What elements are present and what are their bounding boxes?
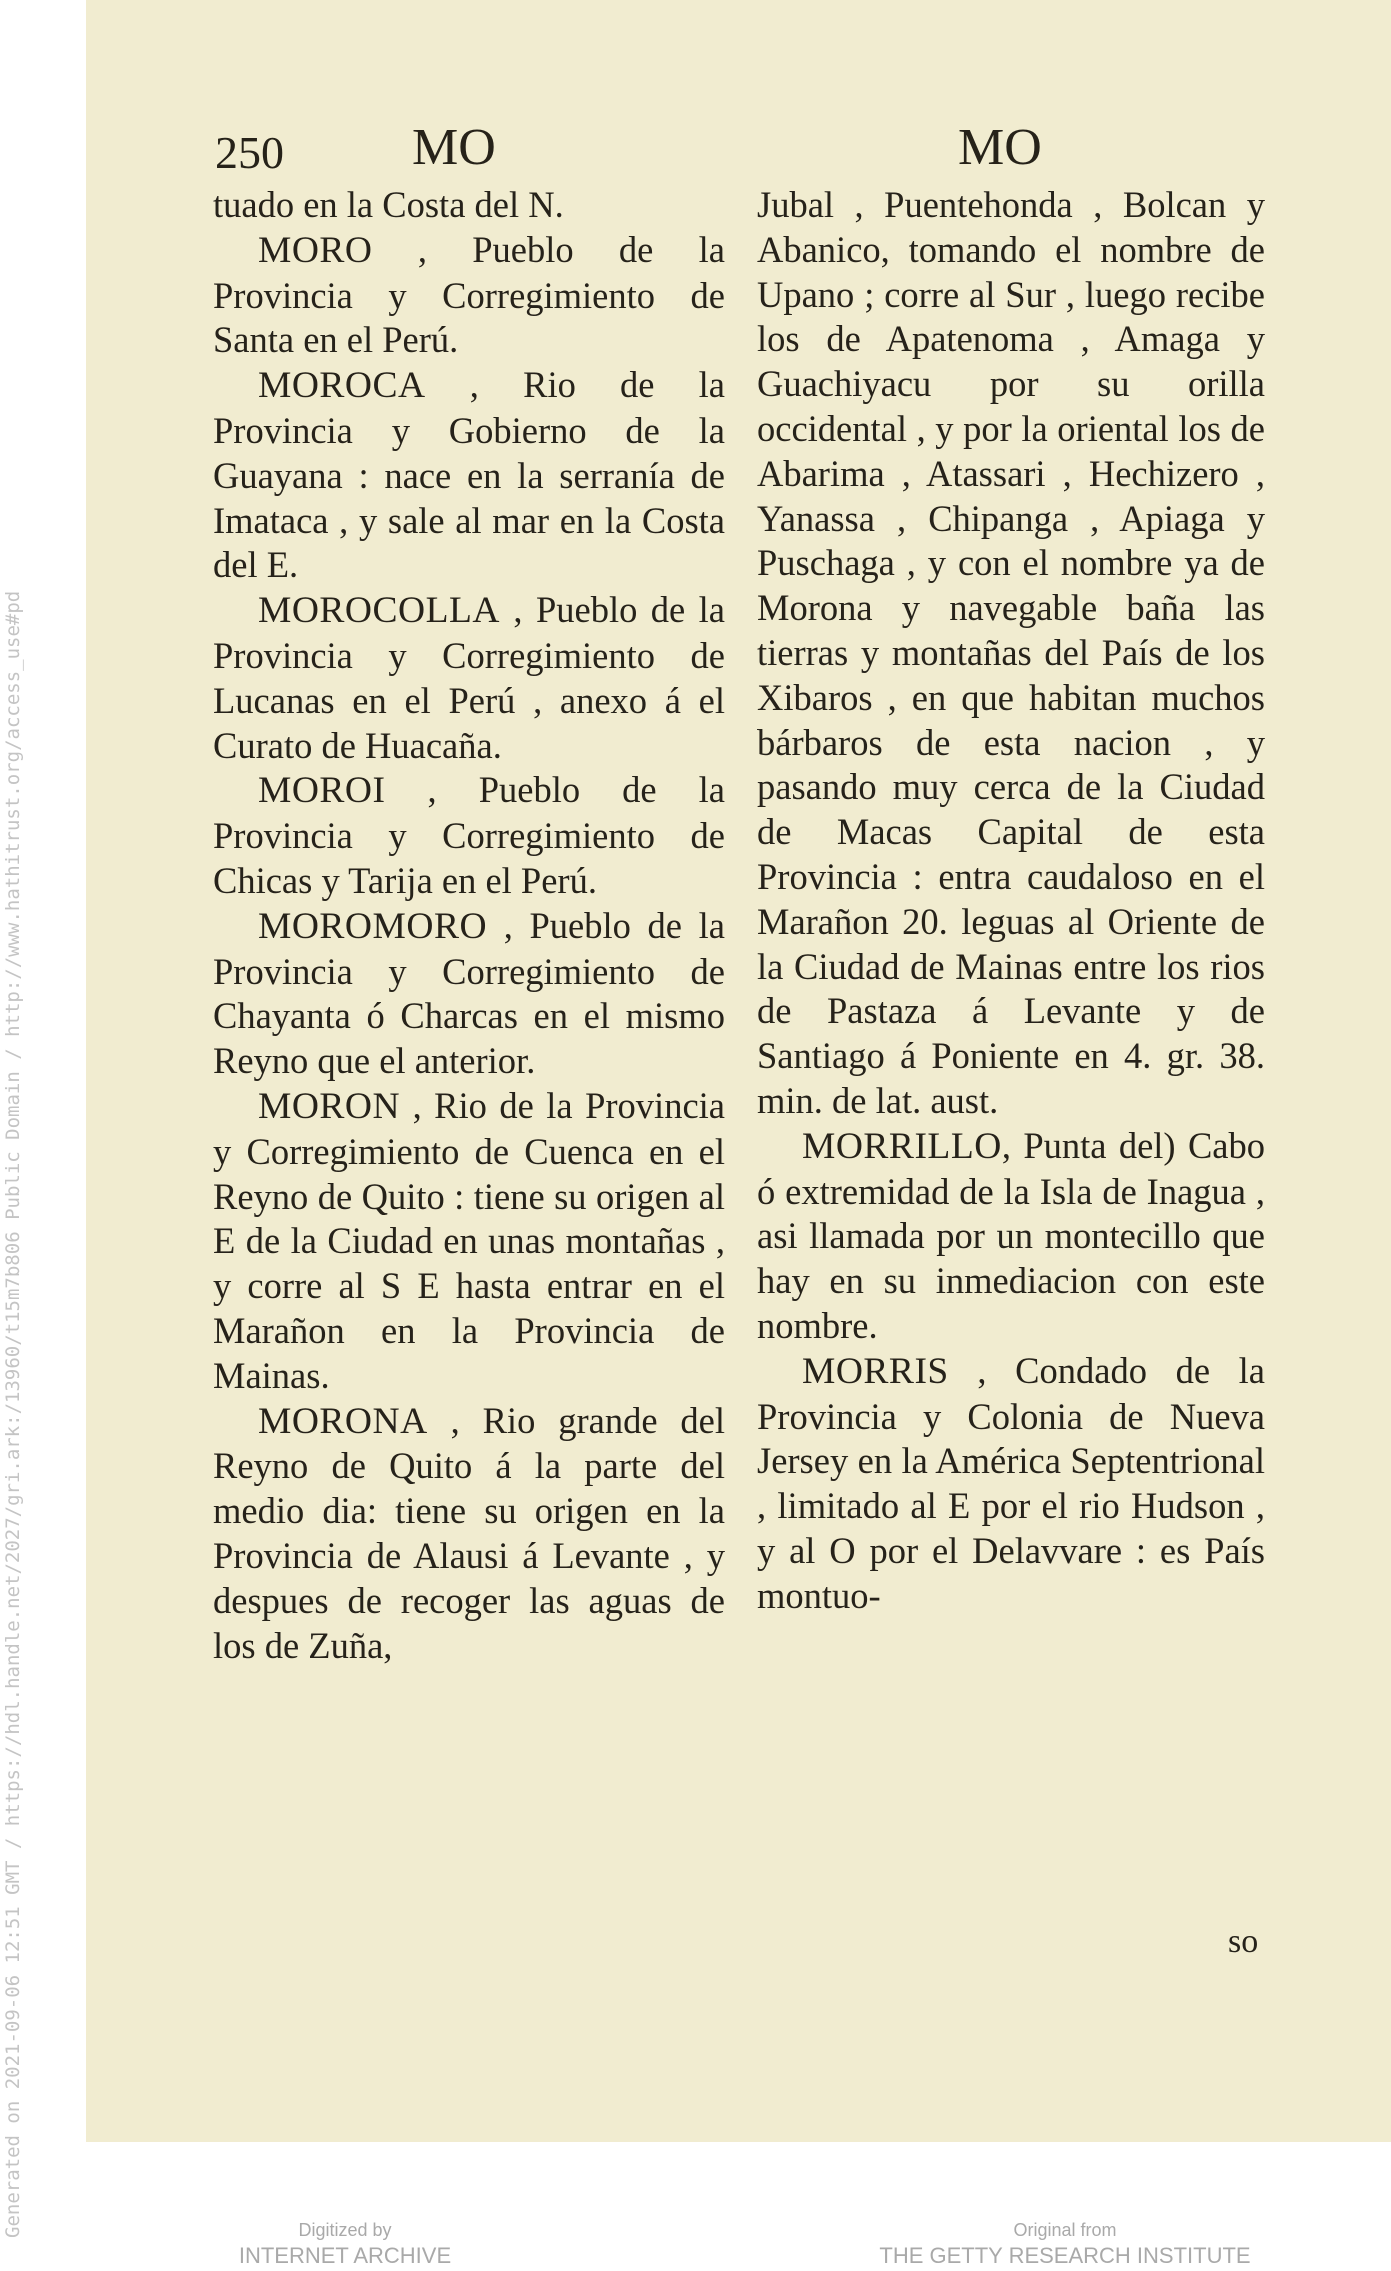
- entry-headword: MORO: [258, 229, 373, 271]
- dictionary-entry: [213, 1084, 725, 1399]
- dictionary-entry: [757, 1124, 1265, 1349]
- entry-headword: MORRILLO: [802, 1125, 1002, 1167]
- entry-text: Jubal , Puentehonda , Bolcan y Abanico, tomando el nombre de Upano ; corre al Sur , luego recibe los de Apatenoma , Amaga y Guachiyacu por su orilla occidental , y por la oriental los de Abarima , Atassari , Hechizero , Yanassa , Chipanga , Apiaga y Puschaga , y con el nombre ya de Morona y navegable baña las tierras y montañas del País de los Xibaros , en que habitan muchos bárbaros de esta nacion , y pasando muy cerca de la Ciudad de Macas Capital de esta Provincia : entra caudaloso en el Marañon 20. leguas al Oriente de la Ciudad de Mainas entre los rios de Pastaza á Levante y de Santiago á Poniente en 4. gr. 38. min. de lat. aust.: [757, 184, 1265, 1121]
- entry-headword: MOROCOLLA: [258, 590, 501, 632]
- entry-text: , Pueblo de la Provincia y Corregimiento de Chayanta ó Charcas en el mismo Reyno que el anterior.: [213, 904, 725, 1082]
- right-text-column: [757, 183, 1265, 1619]
- entry-headword: MOROCA: [258, 365, 426, 407]
- internet-archive-label: INTERNET ARCHIVE: [238, 2243, 452, 2268]
- entry-headword: MORON: [258, 1085, 401, 1127]
- entry-text: , Pueblo de la Provincia y Corregimiento de Chicas y Tarija en el Perú.: [213, 769, 725, 901]
- entry-text: , Rio de la Provincia y Gobierno de la Guayana : nace en la serranía de Imataca , y sale al mar en la Costa del E.: [213, 364, 725, 586]
- dictionary-entry: [757, 183, 1265, 1124]
- entry-text: , Pueblo de la Provincia y Corregimiento de Santa en el Perú.: [213, 228, 725, 361]
- running-head-right: MO: [958, 119, 1042, 176]
- dictionary-entry: [213, 183, 725, 228]
- dictionary-entry: [213, 363, 725, 588]
- page-number: 250: [215, 127, 284, 178]
- dictionary-entry: [213, 1399, 725, 1669]
- getty-institute-label: THE GETTY RESEARCH INSTITUTE: [879, 2243, 1251, 2268]
- original-from-label: Original from: [1013, 2220, 1117, 2240]
- dictionary-entry: [213, 588, 725, 768]
- entry-headword: MOROI: [258, 770, 386, 812]
- entry-text: , Punta del) Cabo ó extremidad de la Isla de Inagua , asi llamada por un montecillo que hay en su inmediacion con este nombre.: [757, 1124, 1265, 1346]
- dictionary-entry: [213, 768, 725, 903]
- dictionary-entry: [213, 904, 725, 1084]
- entry-text: , Rio de la Provincia y Corregimiento de Cuenca en el Reyno de Quito : tiene su origen al E de la Ciudad en unas montañas , y corre al S E hasta entrar en el Marañon en la Provincia de Mainas.: [213, 1084, 725, 1396]
- original-from-credit: [845, 2218, 1285, 2270]
- left-text-column: [213, 183, 725, 1668]
- entry-headword: MORONA: [258, 1400, 428, 1442]
- entry-text: , Condado de la Provincia y Colonia de Nueva Jersey en la América Septentrional , limitado al E por el rio Hudson , y al O por el Delavvare : es País montuo-: [757, 1349, 1265, 1616]
- entry-headword: MORRIS: [802, 1350, 949, 1392]
- catchword: so: [1228, 1923, 1259, 1960]
- entry-text: , Pueblo de la Provincia y Corregimiento de Lucanas en el Perú , anexo á el Curato de Huacaña.: [213, 589, 725, 766]
- digitized-by-label: Digitized by: [298, 2220, 392, 2240]
- entry-text: tuado en la Costa del N.: [213, 184, 564, 225]
- running-head-left: MO: [412, 119, 496, 176]
- hathitrust-generation-stamp: Generated on 2021-09-06 12:51 GMT / https://hdl.handle.net/2027/gri.ark:/13960/t15m7b806 Public Domain / http://www.hathitrust.org/access_use#pd: [2, 590, 24, 2238]
- entry-headword: MOROMORO: [258, 905, 488, 947]
- dictionary-entry: [213, 228, 725, 363]
- dictionary-entry: [757, 1349, 1265, 1619]
- entry-text: , Rio grande del Reyno de Quito á la parte del medio dia: tiene su origen en la Provincia de Alausi á Levante , y despues de recoger las aguas de los de Zuña,: [213, 1399, 725, 1666]
- digitized-by-credit: [220, 2218, 470, 2270]
